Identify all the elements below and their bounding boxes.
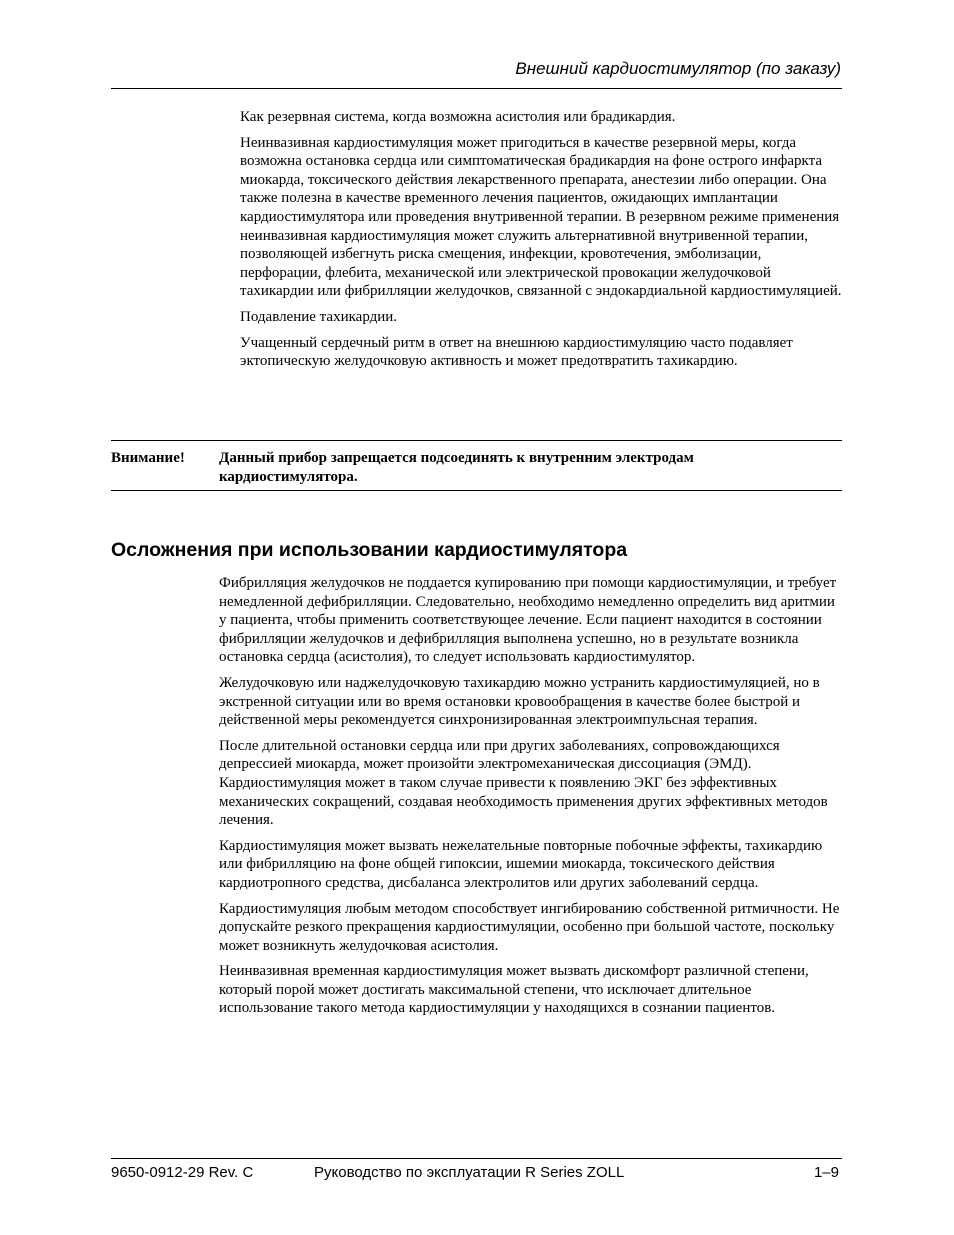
running-header-title: Внешний кардиостимулятор (по заказу) [515, 59, 841, 78]
warning-bottom-divider [111, 490, 842, 491]
section-paragraph: После длительной остановки сердца или при других заболеваниях, сопровождающихся депрессией миокарда, может произойти электромеханическая диссоциация (ЭМД). Кардиостимуляция может в таком случае привести к появлению ЭКГ без эффективных механических сокращений, создавая необходимость применения других эффективных методов лечения. [219, 737, 828, 829]
warning-text: Данный прибор запрещается подсоединять к внутренним электродам кардиостимулятора. [219, 450, 694, 485]
section-heading: Осложнения при использовании кардиостимулятора [111, 539, 628, 561]
intro-paragraph: Как резервная система, когда возможна асистолия или брадикардия. [240, 109, 676, 125]
intro-text-block [240, 108, 845, 378]
section-paragraph: Желудочковую или наджелудочковую тахикардию можно устранить кардиостимуляцией, но в экстренной ситуации или во время остановки кровообращения в качестве более быстрой и действенной меры рекомендуется синхронизированная электроимпульсная терапия. [219, 674, 820, 729]
header-divider [111, 88, 842, 89]
intro-paragraph: Подавление тахикардии. [240, 308, 398, 325]
section-paragraph: Кардиостимуляция может вызвать нежелательные повторные побочные эффекты, тахикардию или фибрилляцию на фоне общей гипоксии, ишемии миокарда, токсического действия кардиотропного средства, дисбаланса электролитов или других заболеваний сердца. [219, 837, 823, 891]
section-paragraph: Фибрилляция желудочков не поддается купированию при помощи кардиостимуляции, и требует немедленной дефибрилляции. Следовательно, необходимо немедленно определить вид аритмии у пациента, чтобы применить соответствующее лечение. Если пациент находится в состоянии фибрилляции желудочков и дефибрилляция выполнена успешно, но в результате возникла остановка сердца (асистолия), то следует использовать кардиостимулятор. [219, 575, 837, 666]
footer-page-number: 1–9 [813, 1164, 839, 1181]
intro-paragraph: Учащенный сердечный ритм в ответ на внешнюю кардиостимуляцию часто подавляет эктопическую желудочковую активность и может предотвратить тахикардию. [240, 334, 793, 370]
section-paragraph: Неинвазивная временная кардиостимуляция может вызвать дискомфорт различной степени, который порой может достигать максимальной степени, что исключает длительное использование такого метода кардиостимуляции у находящихся в сознании пациентов. [219, 963, 809, 1017]
intro-paragraph: Неинвазивная кардиостимуляция может пригодиться в качестве резервной меры, когда возможна остановка сердца или симптоматическая брадикардия на фоне острого инфаркта миокарда, токсического действия лекарственного препарата, анестезии либо операции. Она также полезна в качестве временного лечения пациентов, ожидающих имплантации кардиостимулятора или проведения внутривенной терапии. В резервном режиме применения неинвазивная кардиостимуляция может служить альтернативной внутривенной терапии, позволяющей избегнуть риска смещения, инфекции, кровотечения, эмболизации, перфорации, флебита, механической или электрической провокации желудочковой тахикардии или фибрилляции желудочков, связанной с эндокардиальной кардиостимуляцией. [240, 134, 842, 300]
warning-top-divider [111, 440, 842, 441]
section-paragraph: Кардиостимуляция любым методом способствует ингибированию собственной ритмичности. Не допускайте резкого прекращения кардиостимуляции, особенно при большой частоте, поскольку может возникнуть желудочковая асистолия. [219, 900, 840, 954]
footer-manual-title: Руководство по эксплуатации R Series ZOLL [314, 1164, 625, 1181]
section-body [219, 574, 845, 1025]
footer-doc-number: 9650-0912-29 Rev. C [111, 1164, 254, 1181]
footer-divider [111, 1158, 842, 1159]
warning-label: Внимание! [111, 450, 185, 466]
